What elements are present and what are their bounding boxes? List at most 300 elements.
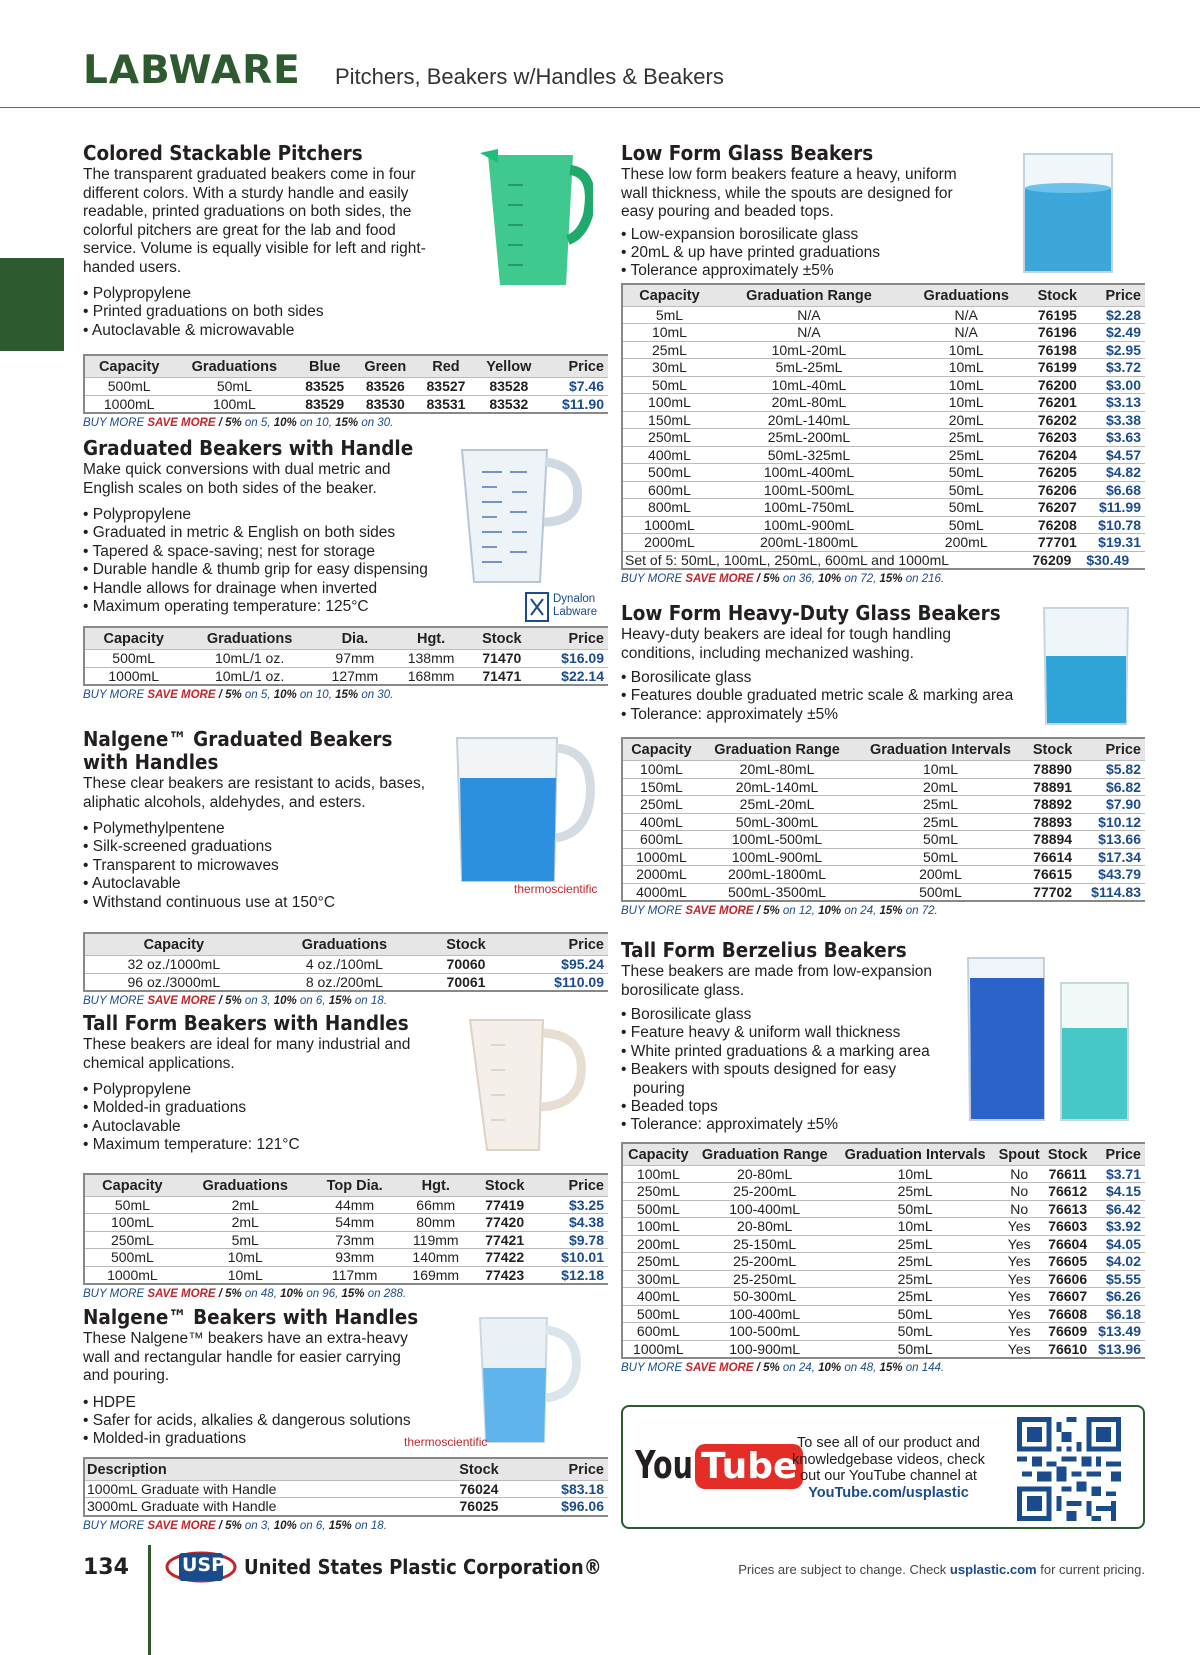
table-cell: 5mL <box>231 1231 259 1248</box>
table-row <box>622 324 1145 342</box>
buy-more-note: BUY MORE SAVE MORE / 5% on 5, 10% on 10, 15% on 30. <box>83 689 394 702</box>
youtube-channel-link[interactable]: YouTube.com/usplastic <box>808 1484 969 1501</box>
table-row <box>84 1214 608 1232</box>
stock-number-cell: 76615 <box>1033 866 1073 883</box>
table-cell: 168mm <box>407 667 455 684</box>
product-title: Tall Form Berzelius Beakers <box>621 938 907 962</box>
price-cell: $17.34 <box>1098 848 1141 865</box>
table-cell: Yes <box>1007 1218 1031 1235</box>
table-row <box>622 761 1145 779</box>
feature-item: • Polypropylene <box>83 1081 608 1099</box>
stock-number-cell: 70060 <box>446 956 486 973</box>
table-cell: 25mL <box>897 1253 933 1270</box>
feature-item: • Withstand continuous use at 150°C <box>83 894 608 912</box>
buy-more-note: BUY MORE SAVE MORE / 5% on 3, 10% on 6, 15% on 18. <box>83 1519 387 1532</box>
table-row <box>622 1200 1145 1218</box>
table-cell: 400mL <box>636 1288 680 1305</box>
column-header: Blue <box>295 355 354 378</box>
table-row <box>622 394 1145 412</box>
table-row <box>622 1165 1145 1183</box>
product-table <box>621 737 1145 902</box>
table-cell: 10mL-40mL <box>771 376 847 393</box>
table-cell: 50mL <box>897 1305 933 1322</box>
table-cell: 10mL <box>897 1165 933 1182</box>
table-row <box>622 1183 1145 1201</box>
table-row <box>622 1305 1145 1323</box>
feature-list <box>83 285 608 340</box>
table-cell: 600mL <box>636 1323 680 1340</box>
column-header: Capacity <box>622 284 716 307</box>
table-cell: 50mL <box>216 378 252 395</box>
table-cell: 10mL <box>227 1266 263 1283</box>
side-tab <box>0 258 64 351</box>
feature-item: • Low-expansion borosilicate glass <box>621 226 1145 244</box>
column-header: Graduations <box>263 933 427 956</box>
table-cell: 25-200mL <box>733 1253 797 1270</box>
table-cell: 50mL <box>948 481 984 498</box>
stock-number-cell: 83532 <box>489 395 529 412</box>
table-cell: 100mL-900mL <box>731 848 823 865</box>
table-cell: 10mL <box>897 1218 933 1235</box>
column-header: Green <box>354 355 417 378</box>
table-cell: 250mL <box>636 1183 680 1200</box>
table-cell: 800mL <box>648 499 691 516</box>
table-cell: N/A <box>797 306 821 323</box>
tall-form-beaker-image <box>465 1015 590 1152</box>
stock-number-cell: 76607 <box>1048 1288 1088 1305</box>
table-cell: 96 oz./3000mL <box>127 973 221 990</box>
stock-number-cell: 83530 <box>365 395 405 412</box>
table-cell: 50mL-325mL <box>767 446 851 463</box>
table-cell: 10mL-20mL <box>771 341 847 358</box>
stock-number-cell: 77702 <box>1033 883 1073 900</box>
table-cell: 200mL <box>944 534 988 551</box>
table-cell: 50mL <box>948 516 984 533</box>
column-header: Spout <box>995 1143 1044 1166</box>
column-header: Top Dia. <box>311 1174 399 1197</box>
table-row <box>84 956 608 974</box>
feature-item: • Beaded tops <box>621 1098 946 1116</box>
column-header: Price <box>535 627 608 650</box>
table-cell: 20mL <box>922 778 958 795</box>
product-description: These low form beakers feature a heavy, uniform wall thickness, while the spouts are designed for easy pouring and beaded tops. <box>621 166 957 220</box>
table-cell: 150mL <box>648 411 691 428</box>
table-cell: 200mL <box>636 1235 680 1252</box>
column-header: Capacity <box>84 355 173 378</box>
table-cell: No <box>1010 1200 1029 1217</box>
product-description: These Nalgene™ beakers have an extra-heavy wall and rectangular handle for easier carrying and pouring. <box>83 1330 408 1384</box>
table-cell: 10mL <box>948 359 984 376</box>
table-row <box>622 534 1145 552</box>
table-cell: 100mL <box>648 394 691 411</box>
table-row <box>84 1498 608 1516</box>
price-cell: $10.12 <box>1098 813 1141 830</box>
table-row <box>622 516 1145 534</box>
table-cell: 50mL <box>897 1340 933 1357</box>
feature-item: • Graduated in metric & English on both sides <box>83 524 428 542</box>
table-cell: 32 oz./1000mL <box>127 956 221 973</box>
table-cell: 10mL <box>948 341 984 358</box>
column-header: Price <box>1091 1143 1145 1166</box>
table-row <box>622 464 1145 482</box>
table-cell: 80mm <box>416 1214 456 1231</box>
product-title: Colored Stackable Pitchers <box>83 141 363 165</box>
table-cell: 25mL-200mL <box>767 429 851 446</box>
table-cell: 20mL <box>948 411 984 428</box>
nalgene-blue-beaker-image <box>452 733 597 883</box>
stock-number-cell: 76202 <box>1037 411 1077 428</box>
table-row <box>622 848 1145 866</box>
stock-number-cell: 76209 <box>1032 551 1072 568</box>
column-header: Stock <box>469 627 534 650</box>
table-row <box>622 446 1145 464</box>
feature-item: • Silk-screened graduations <box>83 838 608 856</box>
buy-more-note: BUY MORE SAVE MORE / 5% on 5, 10% on 10, 15% on 30. <box>83 417 394 430</box>
table-cell: 25-250mL <box>733 1270 797 1287</box>
table-cell: 500mL <box>636 1200 680 1217</box>
table-cell: 50mL <box>948 499 984 516</box>
column-header: Graduation Intervals <box>854 738 1027 761</box>
product-table <box>621 1142 1145 1360</box>
stock-number-cell: 76195 <box>1037 306 1077 323</box>
stock-number-cell: 83529 <box>305 395 345 412</box>
stock-number-cell: 76611 <box>1048 1165 1087 1182</box>
table-cell: 140mm <box>412 1249 460 1266</box>
table-cell: Yes <box>1007 1253 1031 1270</box>
table-cell: 117mm <box>331 1266 378 1283</box>
price-cell: $16.09 <box>561 650 604 667</box>
table-cell: 400mL <box>640 813 683 830</box>
table-row <box>622 499 1145 517</box>
table-row <box>84 973 608 991</box>
table-cell: 50mL <box>897 1323 933 1340</box>
table-cell: N/A <box>797 324 821 341</box>
table-cell: 100-900mL <box>729 1340 801 1357</box>
usplastic-link[interactable]: usplastic.com <box>949 1562 1037 1577</box>
price-cell: $2.28 <box>1105 306 1141 323</box>
feature-item: • Tapered & space-saving; nest for storage <box>83 543 428 561</box>
table-row <box>84 650 608 668</box>
column-header: Price <box>1084 284 1145 307</box>
table-cell: 200mL <box>919 866 962 883</box>
stock-number-cell: 76025 <box>459 1498 499 1515</box>
table-cell: 93mm <box>335 1249 375 1266</box>
feature-item: • Transparent to microwaves <box>83 857 608 875</box>
table-cell: 25-200mL <box>733 1183 797 1200</box>
table-cell: 1000mL <box>633 1340 684 1357</box>
table-row <box>622 359 1145 377</box>
table-cell: 20mL-80mL <box>739 761 815 778</box>
feature-item: • Beakers with spouts designed for easy pouring <box>621 1061 946 1098</box>
column-header: Graduations <box>902 284 1030 307</box>
table-cell: 150mL <box>640 778 683 795</box>
table-cell: N/A <box>954 324 978 341</box>
buy-more-note: BUY MORE SAVE MORE / 5% on 36, 10% on 72, 15% on 216. <box>621 573 945 586</box>
table-row <box>84 1266 608 1284</box>
table-row <box>622 341 1145 359</box>
price-cell: $6.82 <box>1105 778 1141 795</box>
column-header: Price <box>1079 738 1146 761</box>
table-row <box>622 306 1145 324</box>
dynalon-logo <box>525 591 607 623</box>
table-cell: 50mL-300mL <box>735 813 819 830</box>
dual-scale-beaker-image <box>452 442 592 587</box>
table-cell: 50mL <box>922 848 958 865</box>
table-cell: 2mL <box>231 1214 259 1231</box>
price-cell: $3.63 <box>1105 429 1141 446</box>
column-header: Dia. <box>317 627 393 650</box>
price-cell: $30.49 <box>1086 551 1130 568</box>
product-table <box>83 354 608 414</box>
table-cell: 169mm <box>412 1266 460 1283</box>
table-cell: 20mL-140mL <box>767 411 851 428</box>
table-cell: 1000mL <box>636 848 687 865</box>
stock-number-cell: 77420 <box>485 1214 525 1231</box>
table-cell: 97mm <box>335 650 375 667</box>
column-header: Price <box>519 1458 608 1481</box>
table-row <box>622 1288 1145 1306</box>
price-cell: $12.18 <box>561 1266 604 1283</box>
stock-number-cell: 76613 <box>1048 1200 1088 1217</box>
thermo-scientific-logo: thermoscientific <box>404 1435 488 1449</box>
product-title: Graduated Beakers with Handle <box>83 436 414 460</box>
table-cell: 66mm <box>416 1196 456 1213</box>
feature-item: • Molded-in graduations <box>83 1430 608 1448</box>
feature-item: • Autoclavable <box>83 1118 608 1136</box>
price-cell: $10.01 <box>561 1249 604 1266</box>
table-cell: 100-400mL <box>729 1305 801 1322</box>
table-cell: 500mL <box>112 650 156 667</box>
price-cell: $7.90 <box>1105 796 1141 813</box>
table-cell: 250mL <box>640 796 683 813</box>
price-cell: $2.95 <box>1105 341 1141 358</box>
stock-number-cell: 83531 <box>426 395 466 412</box>
table-row <box>84 1231 608 1249</box>
table-cell: 500mL <box>107 378 151 395</box>
stock-number-cell: 76196 <box>1037 324 1077 341</box>
column-header: Stock <box>1027 738 1079 761</box>
price-cell: $6.42 <box>1105 1200 1141 1217</box>
table-cell: 10mL <box>651 324 687 341</box>
qr-code[interactable] <box>1017 1417 1121 1521</box>
table-cell: Yes <box>1007 1270 1031 1287</box>
table-cell: 50mL <box>897 1200 933 1217</box>
stock-number-cell: 76205 <box>1037 464 1077 481</box>
usp-logo: USP <box>165 1549 237 1585</box>
stock-number-cell: 76201 <box>1037 394 1077 411</box>
stock-number-cell: 76603 <box>1048 1218 1088 1235</box>
price-cell: $11.99 <box>1098 499 1141 516</box>
feature-item: • Tolerance: approximately ±5% <box>621 1116 946 1134</box>
table-row <box>84 667 608 685</box>
feature-item: • 20mL & up have printed graduations <box>621 244 1145 262</box>
feature-item: • Polypropylene <box>83 285 608 303</box>
stock-number-cell: 76207 <box>1037 499 1077 516</box>
berzelius-beakers-image <box>958 948 1143 1123</box>
table-cell: 20-80mL <box>737 1218 793 1235</box>
table-cell: 600mL <box>648 481 691 498</box>
price-cell: $4.15 <box>1105 1183 1141 1200</box>
stock-number-cell: 76606 <box>1048 1270 1088 1287</box>
stock-number-cell: 76198 <box>1037 341 1077 358</box>
table-row <box>622 813 1145 831</box>
column-header: Stock <box>439 1458 518 1481</box>
table-cell: 3000mL Graduate with Handle <box>87 1498 277 1515</box>
column-header: Price <box>537 1174 609 1197</box>
price-cell: $11.90 <box>561 395 604 412</box>
stock-number-cell: 76604 <box>1048 1235 1088 1252</box>
table-cell: 100-500mL <box>729 1323 801 1340</box>
table-cell: 1000mL Graduate with Handle <box>87 1480 277 1497</box>
product-title: Low Form Heavy-Duty Glass Beakers <box>621 601 1001 625</box>
youtube-promo-text: To see all of our product and knowledgebase videos, check out our YouTube channel at YouTube.com/usplastic <box>792 1435 985 1501</box>
table-cell: Set of 5: 50mL, 100mL, 250mL, 600mL and 1000mL <box>625 551 950 568</box>
stock-number-cell: 76608 <box>1048 1305 1088 1322</box>
feature-item: • Features double graduated metric scale & marking area <box>621 687 1145 705</box>
table-cell: 500mL <box>648 464 691 481</box>
table-cell: 200mL-1800mL <box>759 534 858 551</box>
table-cell: Yes <box>1007 1305 1031 1322</box>
product-description: The transparent graduated beakers come in four different colors. With a sturdy handle and easily readable, printed graduations on both sides, the colorful pitchers are great for the lab and food service. Volume is equally visible for left and right-handed users. <box>83 166 426 276</box>
dynalon-logo-text: Dynalon Labware <box>553 593 598 618</box>
buy-more-note: BUY MORE SAVE MORE / 5% on 12, 10% on 24, 15% on 72. <box>621 905 938 918</box>
stock-number-cell: 76610 <box>1048 1340 1088 1357</box>
green-pitcher-image <box>478 145 593 290</box>
table-cell: Yes <box>1007 1323 1031 1340</box>
table-cell: 25mL <box>948 446 984 463</box>
stock-number-cell: 71471 <box>482 667 522 684</box>
product-description: Make quick conversions with dual metric and English scales on both sides of the beaker. <box>83 461 391 497</box>
table-row <box>84 395 608 413</box>
table-cell: 20mL-140mL <box>735 778 819 795</box>
table-cell: 1000mL <box>108 667 159 684</box>
table-cell: No <box>1010 1183 1029 1200</box>
stock-number-cell: 83527 <box>426 378 466 395</box>
column-header: Yellow <box>475 355 542 378</box>
table-cell: 50mL <box>922 831 958 848</box>
table-cell: 119mm <box>412 1231 459 1248</box>
table-cell: 50mL <box>948 464 984 481</box>
table-cell: 8 oz./200mL <box>305 973 383 990</box>
stock-number-cell: 83526 <box>365 378 405 395</box>
price-cell: $4.05 <box>1105 1235 1141 1252</box>
column-header: Hgt. <box>399 1174 473 1197</box>
nalgene-hdpe-beaker-image <box>472 1310 582 1445</box>
youtube-logo: You Tube <box>635 1443 803 1493</box>
stock-number-cell: 77419 <box>485 1196 525 1213</box>
table-cell: 10mL <box>227 1249 263 1266</box>
table-row <box>622 481 1145 499</box>
feature-item: • Tolerance: approximately ±5% <box>621 706 1145 724</box>
stock-number-cell: 76204 <box>1037 446 1077 463</box>
column-header: Capacity <box>84 933 263 956</box>
pricing-note: Prices are subject to change. Check usplastic.com for current pricing. <box>738 1562 1145 1577</box>
table-cell: 25mL <box>651 341 687 358</box>
product-description: Heavy-duty beakers are ideal for tough handling conditions, including mechanized washing. <box>621 626 952 662</box>
buy-more-note: BUY MORE SAVE MORE / 5% on 48, 10% on 96, 15% on 288. <box>83 1288 407 1301</box>
table-cell: 2000mL <box>636 866 687 883</box>
table-cell: 5mL-25mL <box>775 359 843 376</box>
table-row <box>84 1196 608 1214</box>
column-header: Stock <box>473 1174 537 1197</box>
feature-item: • Handle allows for drainage when inverted <box>83 580 428 598</box>
feature-list <box>83 506 428 616</box>
column-header: Capacity <box>622 738 700 761</box>
product-title: Nalgene™ Graduated Beakers with Handles <box>83 727 393 774</box>
column-header: Price <box>542 355 608 378</box>
table-row <box>622 1253 1145 1271</box>
price-cell: $3.72 <box>1105 359 1141 376</box>
table-row <box>622 796 1145 814</box>
table-cell: 10mL <box>948 394 984 411</box>
price-cell: $3.00 <box>1105 376 1141 393</box>
thermo-scientific-logo: thermoscientific <box>514 882 598 896</box>
table-row <box>622 429 1145 447</box>
table-cell: 44mm <box>335 1196 375 1213</box>
stock-number-cell: 83525 <box>305 378 345 395</box>
price-cell: $13.66 <box>1098 831 1141 848</box>
price-cell: $110.09 <box>554 973 604 990</box>
table-row <box>84 1249 608 1267</box>
feature-item: • Polymethylpentene <box>83 820 608 838</box>
table-row <box>622 1270 1145 1288</box>
table-cell: 1000mL <box>107 1266 158 1283</box>
price-cell: $9.78 <box>568 1231 604 1248</box>
stock-number-cell: 76208 <box>1037 516 1077 533</box>
stock-number-cell: 71470 <box>482 650 522 667</box>
price-cell: $10.78 <box>1098 516 1141 533</box>
price-cell: $13.96 <box>1098 1340 1141 1357</box>
table-cell: 100mL <box>636 1218 680 1235</box>
stock-number-cell: 78891 <box>1033 778 1073 795</box>
feature-item: • Tolerance approximately ±5% <box>621 262 1145 280</box>
table-cell: 100mL <box>110 1214 154 1231</box>
stock-number-cell: 77421 <box>485 1231 525 1248</box>
feature-item: • Printed graduations on both sides <box>83 303 608 321</box>
feature-item: • Polypropylene <box>83 506 428 524</box>
table-cell: 4 oz./100mL <box>305 956 383 973</box>
table-cell: 100mL <box>636 1165 680 1182</box>
price-cell: $4.57 <box>1105 446 1141 463</box>
price-cell: $4.02 <box>1105 1253 1141 1270</box>
price-cell: $13.49 <box>1098 1323 1141 1340</box>
table-cell: 100mL-900mL <box>763 516 855 533</box>
table-cell: 100mL-500mL <box>731 831 823 848</box>
stock-number-cell: 76612 <box>1048 1183 1088 1200</box>
table-cell: 500mL <box>110 1249 154 1266</box>
table-cell: 25mL <box>948 429 984 446</box>
column-header: Capacity <box>84 627 182 650</box>
table-row <box>622 1340 1145 1358</box>
feature-item: • Maximum temperature: 121°C <box>83 1136 608 1154</box>
column-header: Capacity <box>622 1143 694 1166</box>
price-cell: $3.25 <box>568 1196 604 1213</box>
product-table <box>83 932 608 992</box>
product-title: Tall Form Beakers with Handles <box>83 1011 409 1035</box>
table-cell: 500mL <box>636 1305 680 1322</box>
stock-number-cell: 76609 <box>1048 1323 1088 1340</box>
table-cell: N/A <box>954 306 978 323</box>
stock-number-cell: 76206 <box>1037 481 1077 498</box>
product-description: These clear beakers are resistant to acids, bases, aliphatic alcohols, aldehydes, and esters. <box>83 775 426 811</box>
price-cell: $6.18 <box>1105 1305 1141 1322</box>
column-header: Graduations <box>182 627 316 650</box>
table-cell: 25mL <box>922 813 958 830</box>
table-row <box>622 866 1145 884</box>
price-cell: $3.71 <box>1105 1165 1141 1182</box>
column-header: Graduation Range <box>700 738 854 761</box>
table-cell: 100mL-750mL <box>763 499 855 516</box>
